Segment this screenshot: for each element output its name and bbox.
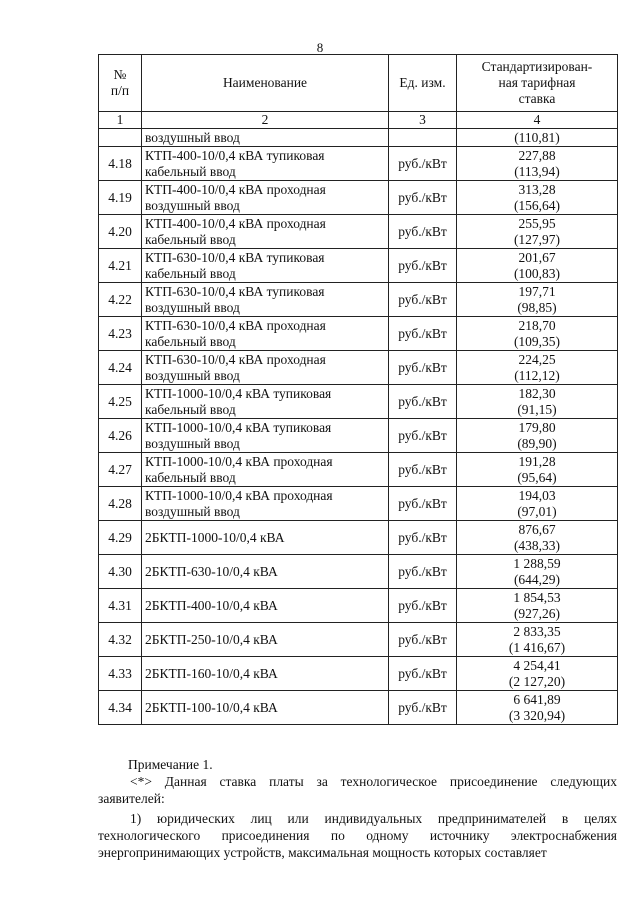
row-rate: 201,67 (100,83) bbox=[457, 249, 618, 283]
row-number: 4.31 bbox=[99, 589, 142, 623]
row-unit: руб./кВт bbox=[389, 351, 457, 385]
header-rate: Стандартизирован- ная тарифная ставка bbox=[457, 55, 618, 112]
row-number: 4.27 bbox=[99, 453, 142, 487]
row-name: КТП-630-10/0,4 кВА проходная воздушный ввод bbox=[142, 351, 389, 385]
table-row bbox=[99, 521, 618, 555]
row-number: 4.32 bbox=[99, 623, 142, 657]
row-rate: 2 833,35 (1 416,67) bbox=[457, 623, 618, 657]
table-row bbox=[99, 419, 618, 453]
row-unit: руб./кВт bbox=[389, 215, 457, 249]
row-name: 2БКТП-400-10/0,4 кВА bbox=[142, 589, 389, 623]
row-unit: руб./кВт bbox=[389, 657, 457, 691]
continuation-unit bbox=[389, 129, 457, 147]
row-rate: 179,80 (89,90) bbox=[457, 419, 618, 453]
column-numbers-row bbox=[99, 112, 618, 129]
page-number: 8 bbox=[316, 40, 324, 55]
column-number: 4 bbox=[457, 112, 618, 129]
row-name: КТП-400-10/0,4 кВА проходная кабельный ввод bbox=[142, 215, 389, 249]
row-unit: руб./кВт bbox=[389, 555, 457, 589]
row-rate: 876,67 (438,33) bbox=[457, 521, 618, 555]
table-header-row bbox=[99, 55, 618, 112]
row-rate: 194,03 (97,01) bbox=[457, 487, 618, 521]
row-rate: 197,71 (98,85) bbox=[457, 283, 618, 317]
table-row bbox=[99, 453, 618, 487]
row-name: КТП-1000-10/0,4 кВА проходная кабельный ввод bbox=[142, 453, 389, 487]
continuation-num bbox=[99, 129, 142, 147]
continuation-name: воздушный ввод bbox=[142, 129, 389, 147]
header-num: № п/п bbox=[99, 55, 142, 112]
row-name: 2БКТП-250-10/0,4 кВА bbox=[142, 623, 389, 657]
row-number: 4.20 bbox=[99, 215, 142, 249]
row-unit: руб./кВт bbox=[389, 453, 457, 487]
continuation-row bbox=[99, 129, 618, 147]
row-unit: руб./кВт bbox=[389, 691, 457, 725]
row-name: 2БКТП-100-10/0,4 кВА bbox=[142, 691, 389, 725]
row-rate: 6 641,89 (3 320,94) bbox=[457, 691, 618, 725]
row-rate: 218,70 (109,35) bbox=[457, 317, 618, 351]
row-number: 4.30 bbox=[99, 555, 142, 589]
row-number: 4.19 bbox=[99, 181, 142, 215]
note-title: Примечание 1. bbox=[128, 757, 213, 772]
row-unit: руб./кВт bbox=[389, 181, 457, 215]
table-row bbox=[99, 317, 618, 351]
row-unit: руб./кВт bbox=[389, 249, 457, 283]
note-paragraph-2: 1) юридических лиц или индивидуальных предпринимателей в целях технологического присоединения по одному источнику электроснабжения энергопринимающих устройств, максимальная мощность которых составляет bbox=[98, 811, 617, 860]
row-unit: руб./кВт bbox=[389, 623, 457, 657]
table-row bbox=[99, 555, 618, 589]
row-name: КТП-630-10/0,4 кВА тупиковая воздушный ввод bbox=[142, 283, 389, 317]
row-number: 4.21 bbox=[99, 249, 142, 283]
row-number: 4.25 bbox=[99, 385, 142, 419]
table-row bbox=[99, 589, 618, 623]
row-name: 2БКТП-160-10/0,4 кВА bbox=[142, 657, 389, 691]
row-name: КТП-1000-10/0,4 кВА проходная воздушный ввод bbox=[142, 487, 389, 521]
row-number: 4.18 bbox=[99, 147, 142, 181]
column-number: 2 bbox=[142, 112, 389, 129]
note-paragraph-1: <*> Данная ставка платы за технологическое присоединение следующих заявителей: bbox=[98, 774, 617, 806]
row-name: КТП-630-10/0,4 кВА тупиковая кабельный ввод bbox=[142, 249, 389, 283]
row-unit: руб./кВт bbox=[389, 521, 457, 555]
row-number: 4.23 bbox=[99, 317, 142, 351]
row-number: 4.22 bbox=[99, 283, 142, 317]
row-rate: 1 288,59 (644,29) bbox=[457, 555, 618, 589]
row-rate: 4 254,41 (2 127,20) bbox=[457, 657, 618, 691]
continuation-rate: (110,81) bbox=[457, 129, 618, 147]
row-rate: 1 854,53 (927,26) bbox=[457, 589, 618, 623]
row-name: КТП-630-10/0,4 кВА проходная кабельный ввод bbox=[142, 317, 389, 351]
row-name: КТП-1000-10/0,4 кВА тупиковая кабельный ввод bbox=[142, 385, 389, 419]
row-number: 4.34 bbox=[99, 691, 142, 725]
row-rate: 191,28 (95,64) bbox=[457, 453, 618, 487]
table-row bbox=[99, 249, 618, 283]
header-unit: Ед. изм. bbox=[389, 55, 457, 112]
column-number: 1 bbox=[99, 112, 142, 129]
header-name: Наименование bbox=[142, 55, 389, 112]
row-name: 2БКТП-630-10/0,4 кВА bbox=[142, 555, 389, 589]
row-name: 2БКТП-1000-10/0,4 кВА bbox=[142, 521, 389, 555]
table-row bbox=[99, 215, 618, 249]
row-unit: руб./кВт bbox=[389, 283, 457, 317]
row-number: 4.28 bbox=[99, 487, 142, 521]
row-unit: руб./кВт bbox=[389, 317, 457, 351]
row-unit: руб./кВт bbox=[389, 419, 457, 453]
table-row bbox=[99, 623, 618, 657]
table-row bbox=[99, 283, 618, 317]
table-row bbox=[99, 351, 618, 385]
row-rate: 255,95 (127,97) bbox=[457, 215, 618, 249]
row-number: 4.24 bbox=[99, 351, 142, 385]
row-number: 4.26 bbox=[99, 419, 142, 453]
row-rate: 227,88 (113,94) bbox=[457, 147, 618, 181]
column-number: 3 bbox=[389, 112, 457, 129]
table-row bbox=[99, 147, 618, 181]
table-row bbox=[99, 487, 618, 521]
table-row bbox=[99, 691, 618, 725]
row-unit: руб./кВт bbox=[389, 385, 457, 419]
row-rate: 224,25 (112,12) bbox=[457, 351, 618, 385]
row-unit: руб./кВт bbox=[389, 589, 457, 623]
table-row bbox=[99, 385, 618, 419]
row-rate: 182,30 (91,15) bbox=[457, 385, 618, 419]
row-unit: руб./кВт bbox=[389, 487, 457, 521]
row-unit: руб./кВт bbox=[389, 147, 457, 181]
row-name: КТП-1000-10/0,4 кВА тупиковая воздушный ввод bbox=[142, 419, 389, 453]
row-name: КТП-400-10/0,4 кВА тупиковая кабельный ввод bbox=[142, 147, 389, 181]
row-number: 4.33 bbox=[99, 657, 142, 691]
table-row bbox=[99, 181, 618, 215]
row-name: КТП-400-10/0,4 кВА проходная воздушный ввод bbox=[142, 181, 389, 215]
row-number: 4.29 bbox=[99, 521, 142, 555]
row-rate: 313,28 (156,64) bbox=[457, 181, 618, 215]
table-row bbox=[99, 657, 618, 691]
tariff-table bbox=[98, 54, 618, 725]
